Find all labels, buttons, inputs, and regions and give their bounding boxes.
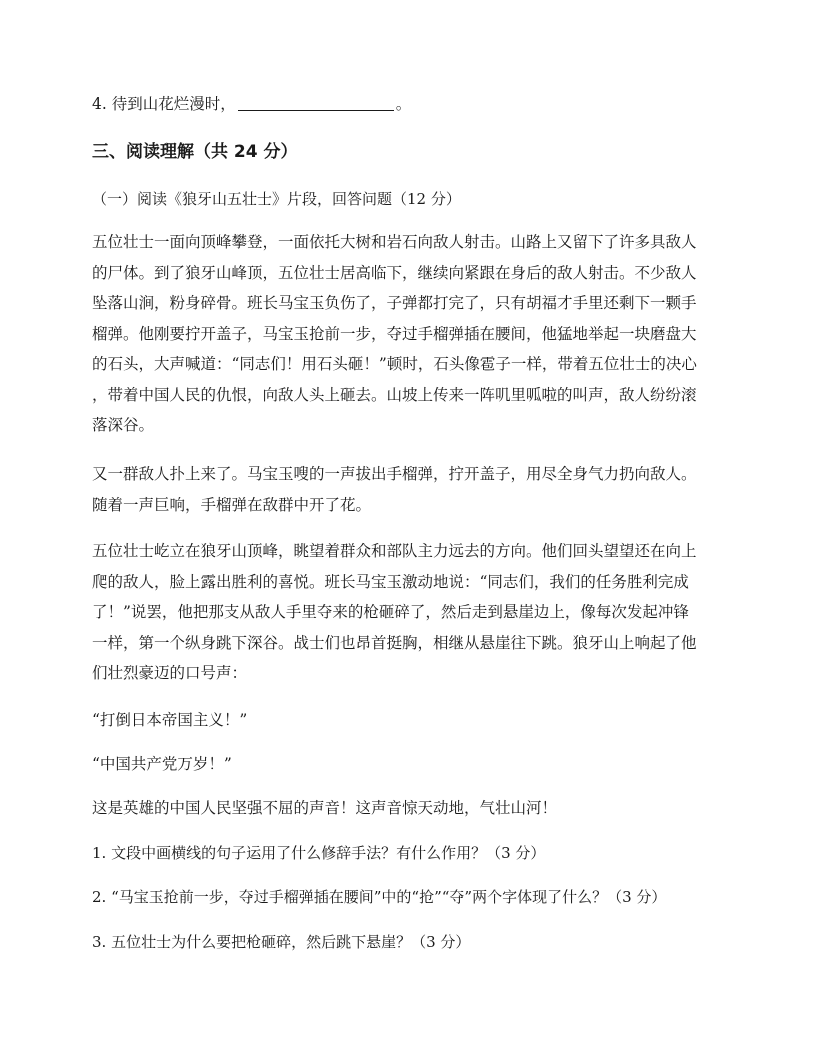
passage-line: 爬的敌人，脸上露出胜利的喜悦。班长马宝玉激动地说：“同志们，我们的任务胜利完成 xyxy=(92,572,689,591)
passage-paragraph-3 xyxy=(92,536,732,689)
passage-line: 一样，第一个纵身跳下深谷。战士们也昂首挺胸，相继从悬崖往下跳。狼牙山上响起了他 xyxy=(92,633,697,652)
passage-line: 落深谷。 xyxy=(92,416,155,434)
slogan-1: “打倒日本帝国主义！” xyxy=(92,711,248,729)
passage-line: 们壮烈豪迈的口号声： xyxy=(92,664,248,682)
question-2: 2. “马宝玉抢前一步，夺过手榴弹插在腰间”中的“抢”“夺”两个字体现了什么？（3 分） xyxy=(92,888,667,906)
passage-paragraph-2 xyxy=(92,459,732,520)
passage-line: 榴弹。他刚要拧开盖子，马宝玉抢前一步，夺过手榴弹插在腰间，他猛地举起一块磨盘大 xyxy=(92,324,697,343)
passage-closing: 这是英雄的中国人民坚强不屈的声音！这声音惊天动地，气壮山河！ xyxy=(92,799,558,817)
passage-line: 五位壮士屹立在狼牙山顶峰，眺望着群众和部队主力远去的方向。他们回头望望还在向上 xyxy=(92,542,697,560)
passage-line: 又一群敌人扑上来了。马宝玉嗖的一声拔出手榴弹，拧开盖子，用尽全身气力扔向敌人。 xyxy=(92,465,697,483)
item4-end: 。 xyxy=(395,95,412,113)
passage-line: 了！”说罢，他把那支从敌人手里夺来的枪砸碎了，然后走到悬崖边上，像每次发起冲锋 xyxy=(92,603,689,621)
passage-line: 的石头，大声喊道：“同志们！用石头砸！”顿时，石头像雹子一样，带着五位壮士的决心 xyxy=(92,355,697,373)
passage-line: 五位壮士一面向顶峰攀登，一面依托大树和岩石向敌人射击。山路上又留下了许多具敌人 xyxy=(92,233,697,251)
slogan-2: “中国共产党万岁！” xyxy=(92,755,232,773)
section-heading: 三、阅读理解（共 24 分） xyxy=(92,142,298,162)
fill-in-item-4 xyxy=(92,94,411,114)
passage-paragraph-1 xyxy=(92,227,732,441)
subsection-title: （一）阅读《狼牙山五壮士》片段，回答问题（12 分） xyxy=(92,190,461,208)
passage-line: 坠落山涧，粉身碎骨。班长马宝玉负伤了，子弹都打完了，只有胡福才手里还剩下一颗手 xyxy=(92,294,697,312)
answer-blank[interactable] xyxy=(238,96,394,111)
item4-prompt: 4. 待到山花烂漫时， xyxy=(92,95,236,113)
passage-line: 随着一声巨响，手榴弹在敌群中开了花。 xyxy=(92,495,372,514)
question-3: 3. 五位壮士为什么要把枪砸碎，然后跳下悬崖？（3 分） xyxy=(92,933,471,951)
passage-line: ，带着中国人民的仇恨，向敌人头上砸去。山坡上传来一阵叽里呱啦的叫声，敌人纷纷滚 xyxy=(92,385,697,404)
passage-line: 的尸体。到了狼牙山峰顶，五位壮士居高临下，继续向紧跟在身后的敌人射击。不少敌人 xyxy=(92,263,697,282)
question-1: 1. 文段中画横线的句子运用了什么修辞手法？有什么作用？（3 分） xyxy=(92,844,546,862)
